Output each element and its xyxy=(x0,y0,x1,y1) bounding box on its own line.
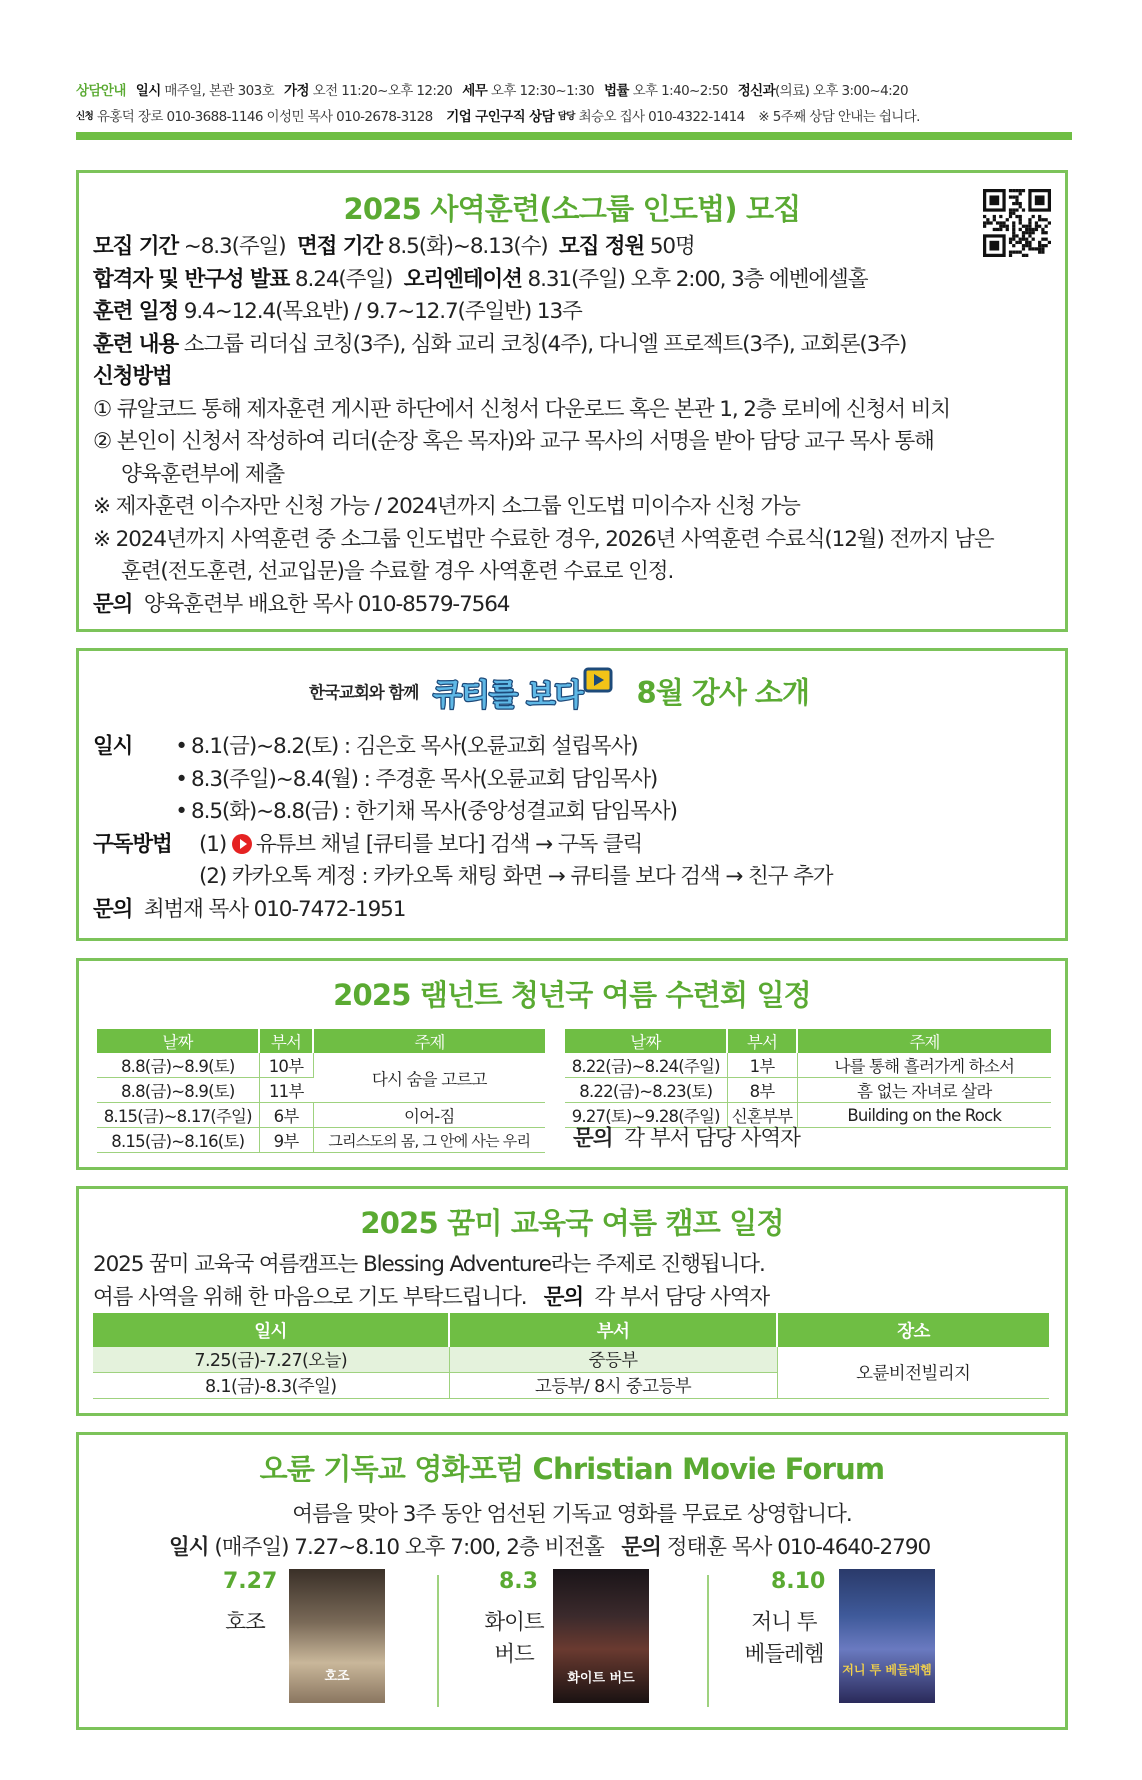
dept-cell: 10부 xyxy=(259,1053,313,1078)
date-cell: 9.27(토)~9.28(주일) xyxy=(565,1103,727,1128)
table-row xyxy=(565,1078,1051,1103)
contact-row xyxy=(573,1121,800,1152)
speaker-row: • 8.3(주일)~8.4(월) : 주경훈 목사(오륜교회 담임목사) xyxy=(175,766,658,792)
camp-desc-line: 2025 꿈미 교육국 여름캠프는 Blessing Adventure라는 주제로 진행됩니다. xyxy=(93,1252,765,1277)
info-line xyxy=(93,524,994,557)
info-label: 모집 정원 xyxy=(559,234,645,259)
date-cell: 8.8(금)~8.9(토) xyxy=(97,1078,259,1103)
info-label: 면접 기간 xyxy=(297,234,383,259)
movie-title: 화이트 xyxy=(484,1610,544,1635)
info-text: 8.31(주일) 오후 2:00, 3층 에벤에셀홀 xyxy=(521,266,868,292)
retreat-table-right xyxy=(565,1029,1051,1128)
speaker-row: 일시 • 8.1(금)~8.2(토) : 김은호 목사(오륜교회 설립목사) xyxy=(93,731,832,764)
fifth-week-note: ※ 5주째 상담 안내는 쉽니다. xyxy=(758,109,920,125)
movie-title: 베들레헴 xyxy=(744,1642,824,1667)
table-row xyxy=(93,1347,1049,1373)
consultation-line-1 xyxy=(76,78,1072,104)
date-cell: 8.15(금)~8.16(토) xyxy=(97,1128,259,1153)
consult-time: (의료) 오후 3:00~4:20 xyxy=(775,83,909,99)
poster-title: 저니 투 베들레헴 xyxy=(842,1663,932,1677)
section-title: 2025 꿈미 교육국 여름 캠프 일정 xyxy=(360,1206,784,1240)
consult-category: 세무 xyxy=(462,83,488,99)
apply-label: 신청 xyxy=(76,111,94,122)
info-text: 50명 xyxy=(644,234,695,259)
column-header: 부서 xyxy=(449,1313,777,1347)
info-line xyxy=(93,491,994,524)
camp-desc-line xyxy=(93,1282,769,1315)
date-cell: 8.22(금)~8.23(토) xyxy=(565,1078,727,1103)
dept-cell: 고등부/ 8시 중고등부 xyxy=(449,1373,777,1399)
consultation-label: 상담안내 xyxy=(76,83,126,99)
movie-poster[interactable] xyxy=(553,1569,649,1703)
section-title xyxy=(309,663,809,723)
contact-row xyxy=(93,894,832,927)
subscribe-step-2: (2) 카카오톡 계정 : 카카오톡 채팅 화면 → 큐티를 보다 검색 → 친구 추가 xyxy=(199,864,833,889)
info-line xyxy=(93,394,994,427)
section-title: 2025 사역훈련(소그룹 인도법) 모집 xyxy=(343,192,801,226)
table-row xyxy=(97,1053,545,1078)
section-title: 오륜 기독교 영화포럼 Christian Movie Forum xyxy=(259,1452,885,1486)
consultation-line-2 xyxy=(76,104,1072,130)
movie-poster[interactable] xyxy=(839,1569,935,1703)
info-line xyxy=(93,264,994,297)
date-cell: 8.8(금)~8.9(토) xyxy=(97,1053,259,1078)
consult-category: 가정 xyxy=(284,83,309,99)
divider xyxy=(437,1575,439,1707)
info-line xyxy=(93,231,994,264)
topic-cell: 흠 없는 자녀로 살라 xyxy=(797,1078,1051,1103)
info-text: 9.4~12.4(목요반) / 9.7~12.7(주일반) 13주 xyxy=(178,299,582,324)
consult-time: 오후 1:40~2:50 xyxy=(628,83,728,99)
contact-label: 문의 xyxy=(621,1535,661,1560)
info-label: 문의 xyxy=(93,591,133,617)
camp-table xyxy=(93,1313,1049,1399)
retreat-table-left xyxy=(97,1029,545,1153)
contact-text: 각 부서 담당 사역자 xyxy=(594,1284,770,1310)
dept-cell: 중등부 xyxy=(449,1347,777,1373)
qt-details xyxy=(93,731,832,926)
date-cell: 8.15(금)~8.17(주일) xyxy=(97,1103,259,1128)
info-text: 양육훈련부에 제출 xyxy=(121,461,285,487)
topic-cell: Building on the Rock xyxy=(797,1103,1051,1128)
contact-text: 각 부서 담당 사역자 xyxy=(624,1126,800,1151)
info-label: 오리엔테이션 xyxy=(403,266,522,292)
date-cell: 8.1(금)-8.3(주일) xyxy=(93,1373,449,1399)
section-title: 2025 램넌트 청년국 여름 수련회 일정 xyxy=(333,978,811,1012)
info-line xyxy=(93,556,994,589)
contact-label: 문의 xyxy=(93,896,133,922)
divider xyxy=(707,1575,709,1707)
column-header: 날짜 xyxy=(97,1029,259,1053)
movie-title: 버드 xyxy=(494,1642,534,1667)
movie-date: 8.10 xyxy=(771,1569,826,1594)
info-label: 훈련 일정 xyxy=(93,299,179,324)
subscribe-label: 구독방법 xyxy=(93,831,172,857)
movie-title: 호조 xyxy=(225,1610,265,1635)
contact-text: 최범재 목사 010-7472-1951 xyxy=(143,896,406,922)
job-contact: 최승오 집사 010-4322-1414 xyxy=(578,109,745,125)
topic-cell: 다시 숨을 고르고 xyxy=(313,1053,545,1103)
location-cell: 오륜비전빌리지 xyxy=(777,1347,1049,1399)
poster-title: 호조 xyxy=(324,1669,350,1684)
date-label: 일시 xyxy=(93,734,133,759)
movie-forum-section xyxy=(76,1432,1068,1730)
table-row xyxy=(97,1103,545,1128)
info-text: 소그룹 리더십 코칭(3주), 심화 교리 코칭(4주), 다니엘 프로젝트(3주), 교회론(3주) xyxy=(178,331,907,357)
consult-time: 오후 12:30~1:30 xyxy=(487,83,594,99)
subscribe-row xyxy=(93,829,832,862)
column-header: 부서 xyxy=(727,1029,797,1053)
title-prefix: 한국교회와 함께 xyxy=(309,683,419,702)
header-divider xyxy=(76,132,1072,140)
info-label: 훈련 내용 xyxy=(93,331,179,357)
column-header: 주제 xyxy=(313,1029,545,1053)
info-line xyxy=(93,329,994,362)
info-text: ※ 제자훈련 이수자만 신청 가능 / 2024년까지 소그룹 인도법 미이수자 신청 가능 xyxy=(93,494,800,519)
consult-time: 오전 11:20~오후 12:20 xyxy=(308,83,453,99)
info-text: ① 큐알코드 통해 제자훈련 게시판 하단에서 신청서 다운로드 혹은 본관 1, 2층 로비에 신청서 비치 xyxy=(93,396,951,422)
subscribe-step-1-prefix: (1) xyxy=(199,831,227,857)
info-text: 8.5(화)~8.13(수) xyxy=(382,234,560,259)
date-label: 일시 xyxy=(169,1535,209,1560)
table-row xyxy=(97,1128,545,1153)
dept-cell: 1부 xyxy=(727,1053,797,1078)
info-line xyxy=(93,426,994,459)
topic-cell: 나를 통해 흘러가게 하소서 xyxy=(797,1053,1051,1078)
forum-description: 여름을 맞아 3주 동안 엄선된 기독교 영화를 무료로 상영합니다. xyxy=(292,1502,852,1527)
poster-title: 화이트 버드 xyxy=(567,1671,635,1686)
dept-cell: 9부 xyxy=(259,1128,313,1153)
topic-cell: 그리스도의 몸, 그 안에 사는 우리 xyxy=(313,1128,545,1153)
consult-category: 정신과 xyxy=(737,83,776,99)
info-text: 양육훈련부 배요한 목사 010-8579-7564 xyxy=(132,591,510,617)
contact-text: 정태훈 목사 010-4640-2790 xyxy=(666,1535,931,1560)
info-text: 훈련(전도훈련, 선교입문)을 수료할 경우 사역훈련 수료로 인정. xyxy=(121,559,674,584)
job-contact-label: 담당 xyxy=(557,111,575,122)
column-header: 부서 xyxy=(259,1029,313,1053)
summer-camp-section xyxy=(76,1186,1068,1416)
consult-category: 일시 xyxy=(135,83,161,99)
speaker-item: 8.3(주일)~8.4(월) : 주경훈 목사(오륜교회 담임목사) xyxy=(191,766,658,792)
qt-logo-icon xyxy=(429,663,625,719)
column-header: 일시 xyxy=(93,1313,449,1347)
subscribe-row xyxy=(93,861,832,894)
consult-category: 법률 xyxy=(603,83,629,99)
youtube-icon xyxy=(232,834,252,854)
info-line xyxy=(93,459,994,492)
info-line xyxy=(93,361,994,394)
speaker-item: 8.1(금)~8.2(토) : 김은호 목사(오륜교회 설립목사) xyxy=(191,734,638,759)
consultation-header xyxy=(76,78,1072,130)
movie-date: 7.27 xyxy=(223,1569,278,1594)
job-consult-label: 기업 구인구직 상담 xyxy=(446,109,555,125)
date-text: (매주일) 7.27~8.10 오후 7:00, 2층 비전홀 xyxy=(214,1535,604,1560)
dept-cell: 8부 xyxy=(727,1078,797,1103)
apply-contacts: 유홍덕 장로 010-3688-1146 이성민 목사 010-2678-3128 xyxy=(96,109,433,125)
topic-cell: 이어-짐 xyxy=(313,1103,545,1128)
dept-cell: 신혼부부 xyxy=(727,1103,797,1128)
column-header: 장소 xyxy=(777,1313,1049,1347)
consult-time: 매주일, 본관 303호 xyxy=(160,83,275,99)
column-header: 주제 xyxy=(797,1029,1051,1053)
youth-retreat-section xyxy=(76,958,1068,1170)
info-text: ② 본인이 신청서 작성하여 리더(순장 혹은 목자)와 교구 목사의 서명을 받아 담당 교구 목사 통해 xyxy=(93,429,934,454)
date-cell: 7.25(금)-7.27(오늘) xyxy=(93,1347,449,1373)
speaker-item: 8.5(화)~8.8(금) : 한기채 목사(중앙성결교회 담임목사) xyxy=(191,799,677,824)
camp-description xyxy=(93,1249,769,1314)
info-label: 합격자 및 반구성 발표 xyxy=(93,266,290,292)
info-text: 8.24(주일) xyxy=(289,266,404,292)
movie-date: 8.3 xyxy=(499,1569,538,1594)
info-label: 신청방법 xyxy=(93,364,172,389)
logo-text: 큐티를 보다 xyxy=(433,678,583,713)
table-row xyxy=(565,1053,1051,1078)
column-header: 날짜 xyxy=(565,1029,727,1053)
qt-speakers-section xyxy=(76,648,1068,941)
movie-poster[interactable] xyxy=(289,1569,385,1703)
info-text: ~8.3(주일) xyxy=(178,234,297,259)
dept-cell: 6부 xyxy=(259,1103,313,1128)
info-text: ※ 2024년까지 사역훈련 중 소그룹 인도법만 수료한 경우, 2026년 사역훈련 수료식(12월) 전까지 남은 xyxy=(93,526,994,552)
speaker-row: • 8.5(화)~8.8(금) : 한기채 목사(중앙성결교회 담임목사) xyxy=(175,799,677,824)
contact-label: 문의 xyxy=(573,1126,613,1151)
ministry-training-details xyxy=(93,231,994,621)
info-label: 모집 기간 xyxy=(93,234,179,259)
camp-desc-text: 여름 사역을 위해 한 마음으로 기도 부탁드립니다. xyxy=(93,1284,527,1310)
title-suffix: 8월 강사 소개 xyxy=(636,675,809,710)
subscribe-step-1: 유튜브 채널 [큐티를 보다] 검색 → 구독 클릭 xyxy=(255,831,643,857)
info-line xyxy=(93,296,994,329)
movie-title: 저니 투 xyxy=(751,1610,817,1635)
dept-cell: 11부 xyxy=(259,1078,313,1103)
contact-label: 문의 xyxy=(543,1284,584,1310)
date-cell: 8.22(금)~8.24(주일) xyxy=(565,1053,727,1078)
ministry-training-section xyxy=(76,170,1068,632)
info-line xyxy=(93,589,994,622)
forum-schedule xyxy=(169,1530,930,1561)
